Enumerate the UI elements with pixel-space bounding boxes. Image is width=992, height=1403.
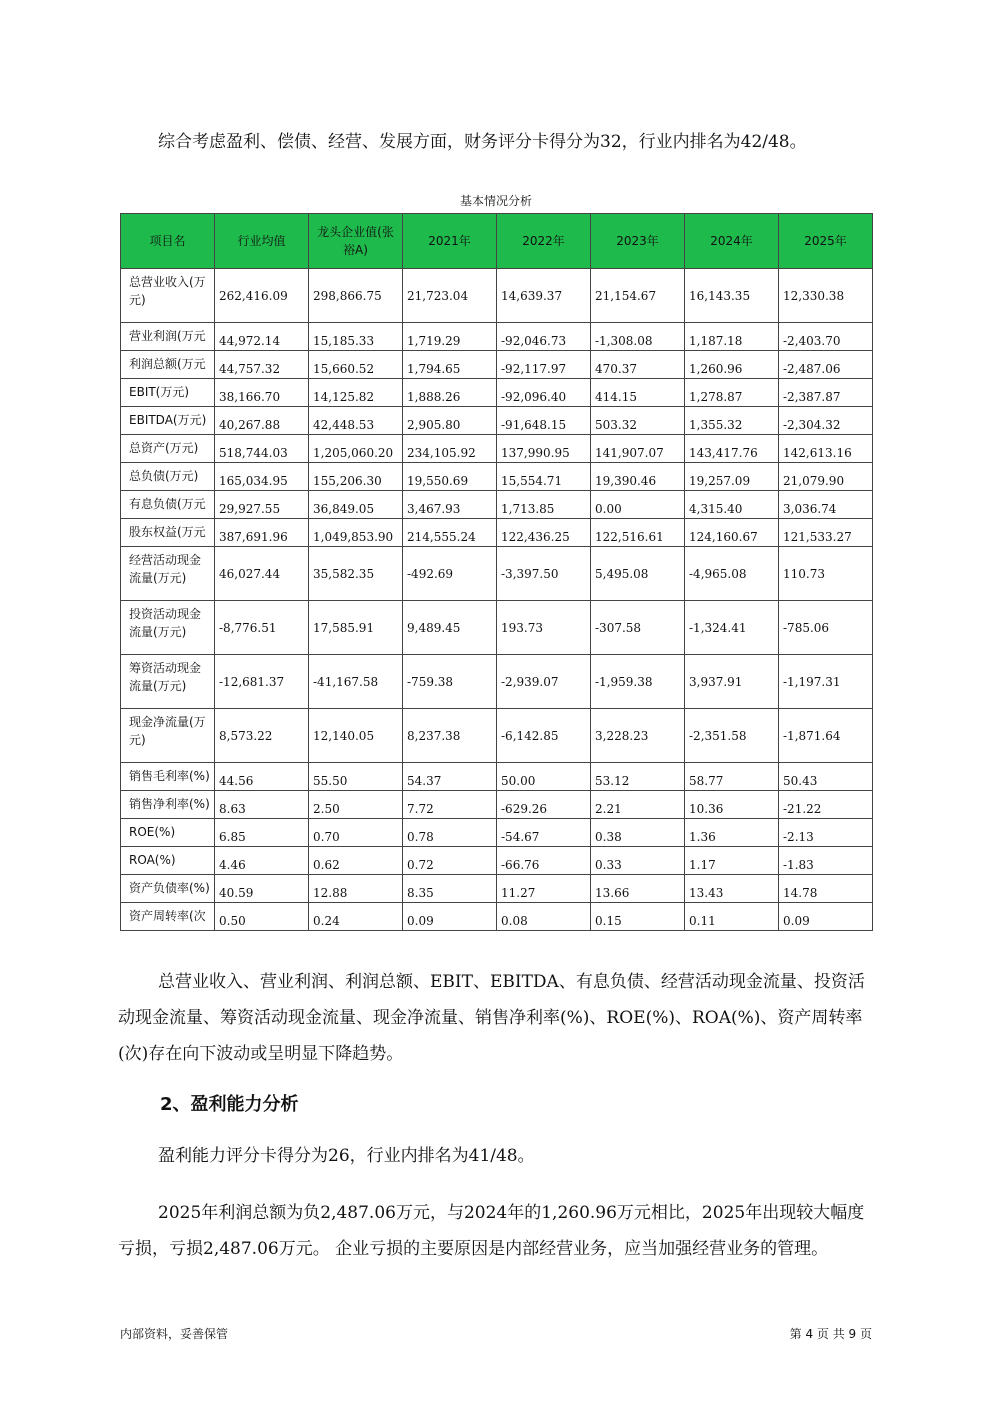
row-label: 现金净流量(万元) xyxy=(121,709,215,763)
table-cell: 0.70 xyxy=(309,819,403,847)
profit-analysis-paragraph: 2025年利润总额为负2,487.06万元，与2024年的1,260.96万元相比，2025年出现较大幅度亏损，亏损2,487.06万元。 企业亏损的主要原因是内部经营业务，应当加强经营业务的管理。 xyxy=(118,1203,865,1259)
table-cell: 12.88 xyxy=(309,875,403,903)
section-title: 2、盈利能力分析 xyxy=(160,1094,299,1115)
row-label: 总营业收入(万元) xyxy=(121,269,215,323)
table-cell: 137,990.95 xyxy=(497,435,591,463)
table-cell: 234,105.92 xyxy=(403,435,497,463)
table-cell: 0.24 xyxy=(309,903,403,931)
row-label: 营业利润(万元 xyxy=(121,323,215,351)
table-cell: -1,308.08 xyxy=(591,323,685,351)
table-row xyxy=(121,407,873,435)
row-label: 销售毛利率(%) xyxy=(121,763,215,791)
table-cell: 55.50 xyxy=(309,763,403,791)
table-cell: -785.06 xyxy=(779,601,873,655)
table-cell: 122,436.25 xyxy=(497,519,591,547)
column-header: 行业均值 xyxy=(215,214,309,269)
table-cell: 470.37 xyxy=(591,351,685,379)
table-cell: -21.22 xyxy=(779,791,873,819)
intro-paragraph: 综合考虑盈利、偿债、经营、发展方面，财务评分卡得分为32，行业内排名为42/48。 xyxy=(158,132,807,152)
table-body xyxy=(121,269,873,931)
row-label: 筹资活动现金流量(万元) xyxy=(121,655,215,709)
table-row xyxy=(121,763,873,791)
table-cell: -1,197.31 xyxy=(779,655,873,709)
table-cell: 46,027.44 xyxy=(215,547,309,601)
table-cell: -12,681.37 xyxy=(215,655,309,709)
table-cell: 1,794.65 xyxy=(403,351,497,379)
table-cell: -41,167.58 xyxy=(309,655,403,709)
row-label: 总负债(万元) xyxy=(121,463,215,491)
column-header: 2024年 xyxy=(685,214,779,269)
table-cell: 110.73 xyxy=(779,547,873,601)
table-row xyxy=(121,709,873,763)
table-cell: 15,660.52 xyxy=(309,351,403,379)
table-row xyxy=(121,791,873,819)
table-cell: 4,315.40 xyxy=(685,491,779,519)
table-cell: 19,550.69 xyxy=(403,463,497,491)
table-cell: 3,228.23 xyxy=(591,709,685,763)
table-row xyxy=(121,819,873,847)
table-cell: 518,744.03 xyxy=(215,435,309,463)
table-row xyxy=(121,463,873,491)
table-cell: 143,417.76 xyxy=(685,435,779,463)
table-cell: -2.13 xyxy=(779,819,873,847)
table-cell: -2,351.58 xyxy=(685,709,779,763)
table-cell: -629.26 xyxy=(497,791,591,819)
table-cell: 15,185.33 xyxy=(309,323,403,351)
table-cell: 0.08 xyxy=(497,903,591,931)
table-cell: 1,205,060.20 xyxy=(309,435,403,463)
table-cell: 0.50 xyxy=(215,903,309,931)
table-cell: -91,648.15 xyxy=(497,407,591,435)
table-cell: -2,387.87 xyxy=(779,379,873,407)
table-cell: 0.33 xyxy=(591,847,685,875)
row-label: 有息负债(万元 xyxy=(121,491,215,519)
table-cell: 3,467.93 xyxy=(403,491,497,519)
table-cell: 141,907.07 xyxy=(591,435,685,463)
table-cell: -2,487.06 xyxy=(779,351,873,379)
table-cell: -1,324.41 xyxy=(685,601,779,655)
table-cell: 44.56 xyxy=(215,763,309,791)
table-cell: 54.37 xyxy=(403,763,497,791)
table-cell: -92,046.73 xyxy=(497,323,591,351)
table-cell: -54.67 xyxy=(497,819,591,847)
row-label: EBITDA(万元) xyxy=(121,407,215,435)
table-cell: -2,403.70 xyxy=(779,323,873,351)
table-cell: -492.69 xyxy=(403,547,497,601)
table-cell: 0.72 xyxy=(403,847,497,875)
table-cell: 1,278.87 xyxy=(685,379,779,407)
table-cell: 0.15 xyxy=(591,903,685,931)
column-header: 2021年 xyxy=(403,214,497,269)
table-cell: 0.00 xyxy=(591,491,685,519)
table-cell: -6,142.85 xyxy=(497,709,591,763)
table-cell: 0.62 xyxy=(309,847,403,875)
row-label: ROE(%) xyxy=(121,819,215,847)
table-header-row xyxy=(121,214,873,269)
table-cell: -1.83 xyxy=(779,847,873,875)
table-cell: 21,079.90 xyxy=(779,463,873,491)
table-cell: 1,888.26 xyxy=(403,379,497,407)
table-cell: -66.76 xyxy=(497,847,591,875)
row-label: 总资产(万元) xyxy=(121,435,215,463)
table-cell: 13.66 xyxy=(591,875,685,903)
table-cell: 8.63 xyxy=(215,791,309,819)
table-caption: 基本情况分析 xyxy=(459,194,532,208)
table-cell: 165,034.95 xyxy=(215,463,309,491)
table-cell: 1,719.29 xyxy=(403,323,497,351)
table-cell: 1.36 xyxy=(685,819,779,847)
table-cell: 1,260.96 xyxy=(685,351,779,379)
table-cell: 262,416.09 xyxy=(215,269,309,323)
table-cell: 7.72 xyxy=(403,791,497,819)
table-row xyxy=(121,847,873,875)
table-cell: 16,143.35 xyxy=(685,269,779,323)
table-cell: 0.78 xyxy=(403,819,497,847)
table-cell: 14,639.37 xyxy=(497,269,591,323)
table-cell: 44,757.32 xyxy=(215,351,309,379)
column-header: 龙头企业值(张裕A) xyxy=(309,214,403,269)
table-cell: 8,237.38 xyxy=(403,709,497,763)
table-cell: 387,691.96 xyxy=(215,519,309,547)
table-cell: 12,330.38 xyxy=(779,269,873,323)
table-cell: 8,573.22 xyxy=(215,709,309,763)
table-row xyxy=(121,519,873,547)
table-cell: 13.43 xyxy=(685,875,779,903)
table-cell: 21,723.04 xyxy=(403,269,497,323)
row-label: ROA(%) xyxy=(121,847,215,875)
table-cell: 1.17 xyxy=(685,847,779,875)
table-cell: 5,495.08 xyxy=(591,547,685,601)
table-cell: 298,866.75 xyxy=(309,269,403,323)
table-cell: 40,267.88 xyxy=(215,407,309,435)
table-row xyxy=(121,547,873,601)
table-cell: 0.09 xyxy=(779,903,873,931)
table-cell: 4.46 xyxy=(215,847,309,875)
table-row xyxy=(121,601,873,655)
table-cell: 14.78 xyxy=(779,875,873,903)
table-cell: 0.38 xyxy=(591,819,685,847)
table-cell: -4,965.08 xyxy=(685,547,779,601)
table-cell: 58.77 xyxy=(685,763,779,791)
table-row xyxy=(121,351,873,379)
table-cell: 19,257.09 xyxy=(685,463,779,491)
table-cell: -1,959.38 xyxy=(591,655,685,709)
table-row xyxy=(121,491,873,519)
table-cell: 121,533.27 xyxy=(779,519,873,547)
table-cell: -3,397.50 xyxy=(497,547,591,601)
row-label: EBIT(万元) xyxy=(121,379,215,407)
table-cell: 214,555.24 xyxy=(403,519,497,547)
table-cell: 0.09 xyxy=(403,903,497,931)
table-cell: 38,166.70 xyxy=(215,379,309,407)
table-cell: 3,937.91 xyxy=(685,655,779,709)
table-cell: -92,096.40 xyxy=(497,379,591,407)
table-cell: 14,125.82 xyxy=(309,379,403,407)
table-cell: 414.15 xyxy=(591,379,685,407)
table-cell: 2,905.80 xyxy=(403,407,497,435)
table-cell: 2.21 xyxy=(591,791,685,819)
row-label: 股东权益(万元 xyxy=(121,519,215,547)
table-cell: 35,582.35 xyxy=(309,547,403,601)
table-row xyxy=(121,379,873,407)
trend-summary-paragraph: 总营业收入、营业利润、利润总额、EBIT、EBITDA、有息负债、经营活动现金流量、投资活动现金流量、筹资活动现金流量、现金净流量、销售净利率(%)、ROE(%)、ROA(%)、资产周转率(次)存在向下波动或呈明显下降趋势。 xyxy=(118,972,865,1064)
footer-confidential: 内部资料，妥善保管 xyxy=(120,1327,229,1341)
table-cell: -2,939.07 xyxy=(497,655,591,709)
table-cell: -2,304.32 xyxy=(779,407,873,435)
profitability-score-paragraph: 盈利能力评分卡得分为26，行业内排名为41/48。 xyxy=(158,1146,535,1166)
table-cell: 40.59 xyxy=(215,875,309,903)
table-cell: -759.38 xyxy=(403,655,497,709)
table-cell: 3,036.74 xyxy=(779,491,873,519)
column-header: 2022年 xyxy=(497,214,591,269)
table-cell: 17,585.91 xyxy=(309,601,403,655)
table-cell: 50.43 xyxy=(779,763,873,791)
table-cell: 42,448.53 xyxy=(309,407,403,435)
table-cell: 503.32 xyxy=(591,407,685,435)
table-row xyxy=(121,323,873,351)
table-cell: -92,117.97 xyxy=(497,351,591,379)
table-cell: 155,206.30 xyxy=(309,463,403,491)
table-cell: 21,154.67 xyxy=(591,269,685,323)
table-cell: 1,713.85 xyxy=(497,491,591,519)
row-label: 经营活动现金流量(万元) xyxy=(121,547,215,601)
table-cell: 10.36 xyxy=(685,791,779,819)
table-cell: 2.50 xyxy=(309,791,403,819)
table-row xyxy=(121,435,873,463)
table-row xyxy=(121,269,873,323)
column-header: 2025年 xyxy=(779,214,873,269)
table-cell: 193.73 xyxy=(497,601,591,655)
row-label: 销售净利率(%) xyxy=(121,791,215,819)
row-label: 资产负债率(%) xyxy=(121,875,215,903)
table-cell: 29,927.55 xyxy=(215,491,309,519)
table-cell: 53.12 xyxy=(591,763,685,791)
column-header: 2023年 xyxy=(591,214,685,269)
table-cell: 8.35 xyxy=(403,875,497,903)
basic-analysis-table xyxy=(120,213,873,931)
table-cell: -1,871.64 xyxy=(779,709,873,763)
table-cell: 19,390.46 xyxy=(591,463,685,491)
footer-page-number: 第 4 页 共 9 页 xyxy=(789,1327,872,1341)
row-label: 利润总额(万元 xyxy=(121,351,215,379)
table-cell: 11.27 xyxy=(497,875,591,903)
table-cell: -307.58 xyxy=(591,601,685,655)
table-cell: 122,516.61 xyxy=(591,519,685,547)
table-cell: 9,489.45 xyxy=(403,601,497,655)
row-label: 投资活动现金流量(万元) xyxy=(121,601,215,655)
table-cell: 124,160.67 xyxy=(685,519,779,547)
table-cell: 36,849.05 xyxy=(309,491,403,519)
table-cell: -8,776.51 xyxy=(215,601,309,655)
table-cell: 12,140.05 xyxy=(309,709,403,763)
row-label: 资产周转率(次 xyxy=(121,903,215,931)
table-cell: 15,554.71 xyxy=(497,463,591,491)
table-cell: 6.85 xyxy=(215,819,309,847)
table-cell: 1,187.18 xyxy=(685,323,779,351)
table-row xyxy=(121,875,873,903)
column-header: 项目名 xyxy=(121,214,215,269)
table-cell: 0.11 xyxy=(685,903,779,931)
table-cell: 142,613.16 xyxy=(779,435,873,463)
table-row xyxy=(121,903,873,931)
table-cell: 44,972.14 xyxy=(215,323,309,351)
table-cell: 50.00 xyxy=(497,763,591,791)
table-cell: 1,355.32 xyxy=(685,407,779,435)
table-row xyxy=(121,655,873,709)
table-cell: 1,049,853.90 xyxy=(309,519,403,547)
